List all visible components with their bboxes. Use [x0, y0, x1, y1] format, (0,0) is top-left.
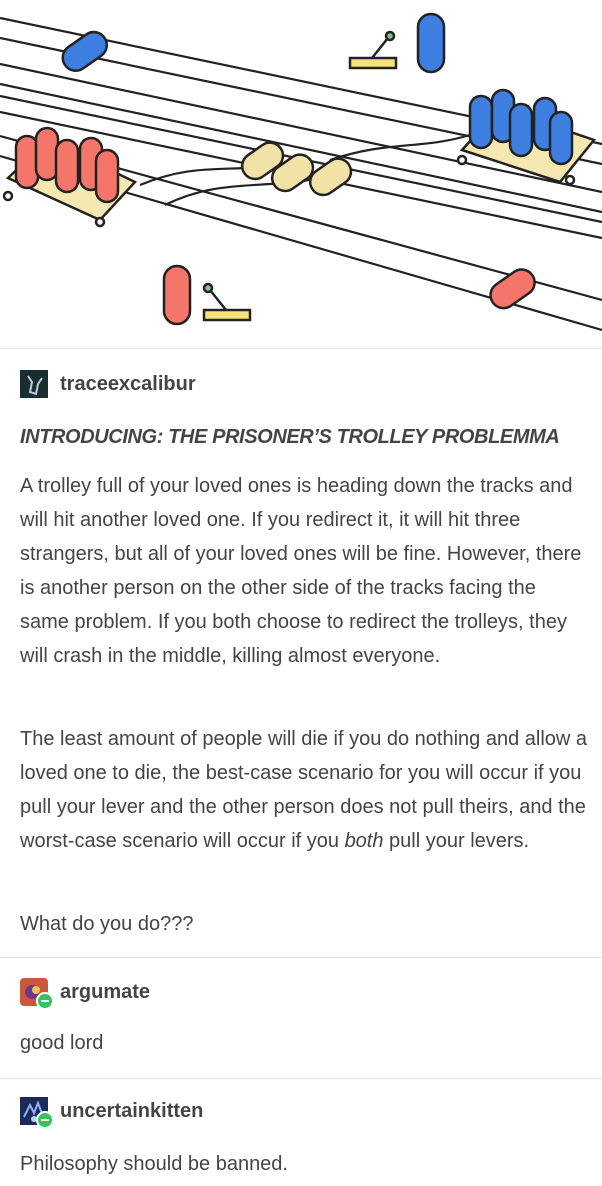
follow-badge-icon[interactable]	[36, 1111, 54, 1129]
post-header	[20, 370, 196, 398]
paragraph-2-emphasis: both	[344, 830, 384, 852]
avatar[interactable]	[20, 370, 48, 398]
right-trolley	[458, 90, 594, 184]
post-paragraph-1: A trolley full of your loved ones is heading down the tracks and will hit another loved one. If you redirect it, it will hit three strangers, but all of your loved ones will be fine. However, there is another person on the other side of the tracks facing the same problem. If you both choose to redirect the trolleys, they will crash in the middle, killing almost everyone.	[20, 475, 582, 667]
divider	[0, 957, 602, 958]
reply-username[interactable]: argumate	[60, 980, 151, 1003]
avatar[interactable]	[20, 1097, 48, 1125]
reply-header	[20, 978, 150, 1006]
post-username[interactable]: traceexcalibur	[60, 372, 196, 395]
left-trolley	[4, 128, 135, 226]
divider	[0, 348, 602, 349]
trolley-problem-illustration	[0, 0, 602, 348]
reply-text: Philosophy should be banned.	[20, 1153, 288, 1175]
divider	[0, 1078, 602, 1079]
reply-text: good lord	[20, 1032, 104, 1054]
paragraph-2-text-end: pull your levers.	[383, 830, 530, 852]
avatar-image-icon	[20, 370, 48, 398]
post-title: INTRODUCING: THE PRISONER’S TROLLEY PROBLEMMA	[20, 426, 560, 448]
reply-username[interactable]: uncertainkitten	[60, 1099, 204, 1122]
lying-people	[58, 27, 540, 313]
reply-header	[20, 1097, 203, 1125]
avatar[interactable]	[20, 978, 48, 1006]
post-paragraph-2	[20, 722, 590, 858]
paragraph-2-text: The least amount of people will die if you do nothing and allow a loved one to die, the best-case scenario for you will occur if you pull your lever and the other person does not pull theirs, and the worst-case scenario will occur if you	[20, 728, 588, 852]
post-paragraph-3: What do you do???	[20, 913, 194, 935]
follow-badge-icon[interactable]	[36, 992, 54, 1010]
lever-bottom	[164, 266, 250, 324]
lever-top	[350, 14, 444, 72]
